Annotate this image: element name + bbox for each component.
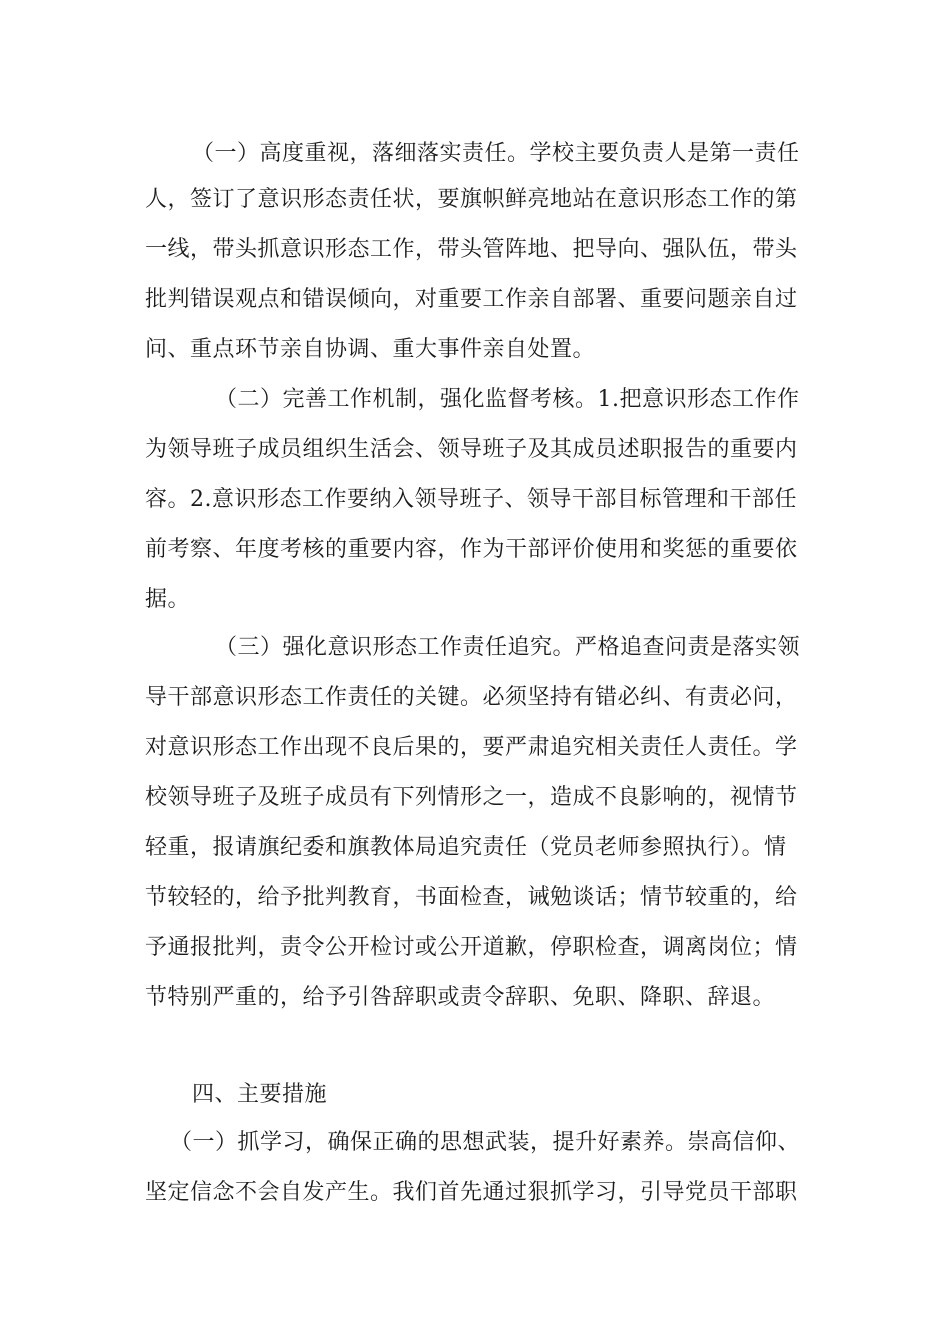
paragraph-3-line-2: 导干部意识形态工作责任的关键。必须坚持有错必纠、有责必问，: [145, 685, 798, 710]
paragraph-3-line-6: 节较轻的，给予批判教育，书面检查，诫勉谈话；情节较重的，给: [145, 885, 798, 910]
paragraph-2-line-3: 容。2.意识形态工作要纳入领导班子、领导干部目标管理和干部任: [145, 487, 797, 512]
paragraph-3-line-3: 对意识形态工作出现不良后果的，要严肃追究相关责任人责任。学: [145, 735, 798, 760]
paragraph-4-line-2: 坚定信念不会自发产生。我们首先通过狠抓学习，引导党员干部职: [145, 1180, 798, 1205]
paragraph-1-line-5: 问、重点环节亲自协调、重大事件亲自处置。: [145, 337, 596, 362]
paragraph-2-line-2: 为领导班子成员组织生活会、领导班子及其成员述职报告的重要内: [145, 437, 798, 462]
paragraph-2-line-4: 前考察、年度考核的重要内容，作为干部评价使用和奖惩的重要依: [145, 537, 798, 562]
paragraph-3-line-5: 轻重，报请旗纪委和旗教体局追究责任（党员老师参照执行）。情: [145, 835, 787, 860]
paragraph-1-line-4: 批判错误观点和错误倾向，对重要工作亲自部署、重要问题亲自过: [145, 287, 798, 312]
paragraph-2-line-1: （二）完善工作机制，强化监督考核。1.把意识形态工作作: [215, 387, 800, 412]
paragraph-4-line-1: （一）抓学习，确保正确的思想武装，提升好素养。崇高信仰、: [170, 1130, 801, 1155]
paragraph-2-line-5: 据。: [145, 587, 191, 612]
paragraph-1-line-1: （一）高度重视，落细落实责任。学校主要负责人是第一责任: [192, 141, 800, 166]
paragraph-3-line-7: 予通报批判，责令公开检讨或公开道歉，停职检查，调离岗位；情: [145, 935, 798, 960]
section-heading: 四、主要措施: [192, 1082, 328, 1107]
paragraph-3-line-4: 校领导班子及班子成员有下列情形之一，造成不良影响的，视情节: [145, 785, 798, 810]
paragraph-3-line-8: 节特别严重的，给予引咎辞职或责令辞职、免职、降职、辞退。: [145, 985, 776, 1010]
paragraph-3-line-1: （三）强化意识形态工作责任追究。严格追查问责是落实领: [215, 635, 801, 660]
paragraph-1-line-2: 人，签订了意识形态责任状，要旗帜鲜亮地站在意识形态工作的第: [145, 187, 798, 212]
paragraph-1-line-3: 一线，带头抓意识形态工作，带头管阵地、把导向、强队伍，带头: [145, 237, 798, 262]
